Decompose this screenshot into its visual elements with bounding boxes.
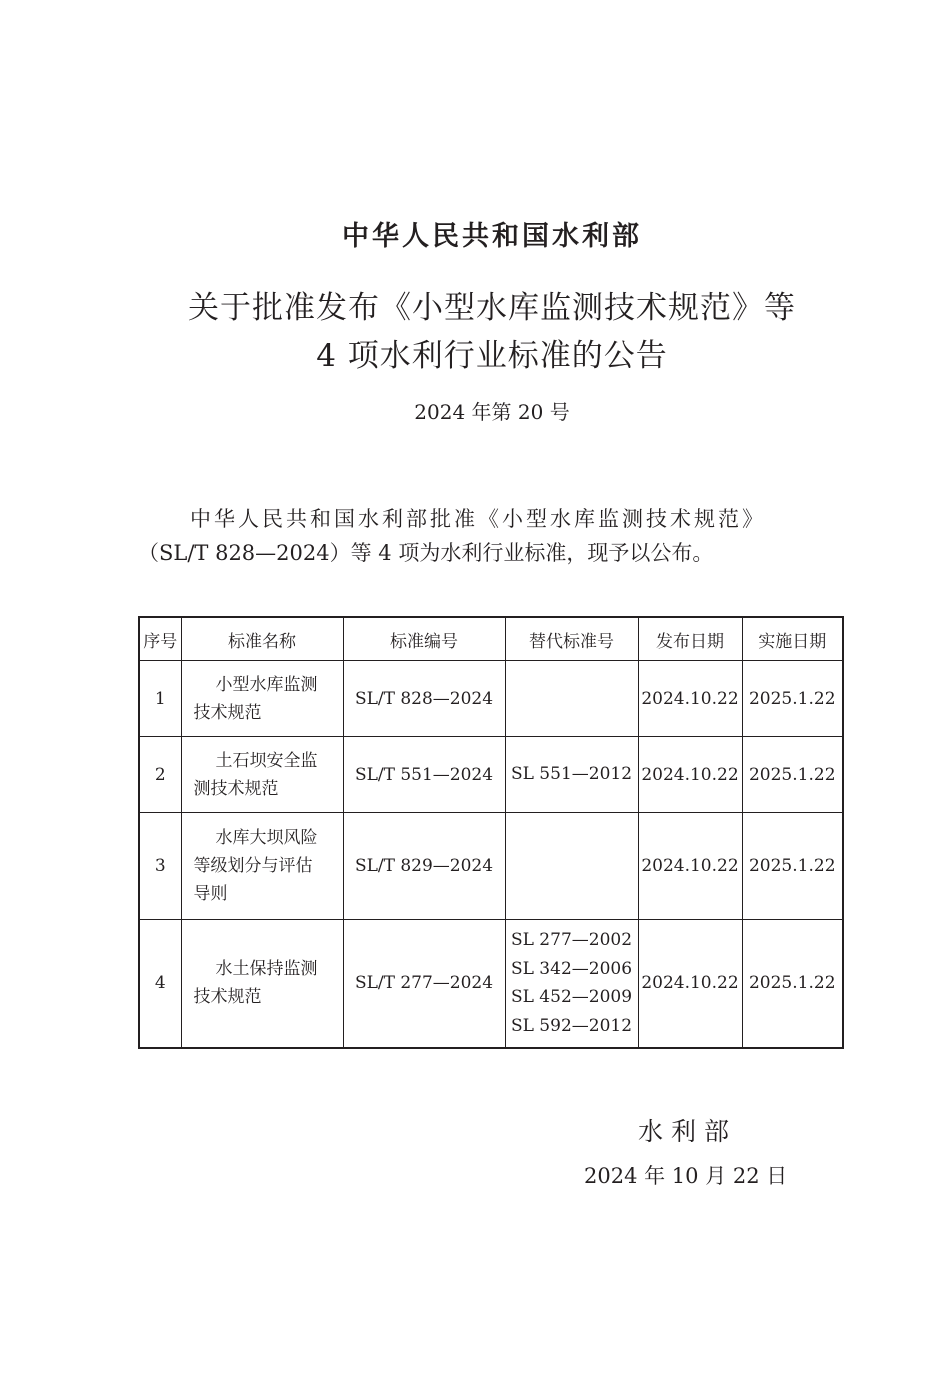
cell-name [181,737,343,813]
cell-publish-date: 2024.10.22 [638,920,742,1048]
col-header-effective-date: 实施日期 [742,617,843,661]
replaced-standard: SL 551—2012 [510,764,633,785]
name-line: 导则 [193,884,228,904]
replaced-standard: SL 452—2009 [510,987,633,1008]
signature-issuer: 水利部 [638,1117,738,1146]
signature-date: 2024 年 10 月 22 日 [584,1164,788,1188]
cell-publish-date: 2024.10.22 [638,737,742,813]
replaced-standard: SL 592—2012 [510,1015,633,1036]
table-row [139,737,843,813]
cell-name [181,813,343,920]
cell-publish-date: 2024.10.22 [638,813,742,920]
replaced-standard: SL 342—2006 [510,958,633,979]
name-line: 测技术规范 [193,778,279,799]
cell-seq: 2 [139,737,181,813]
cell-replaces [505,920,638,1048]
announcement-body [138,502,844,570]
cell-replaces [505,813,638,920]
cell-seq: 4 [139,920,181,1048]
name-line: 小型水库监测 [215,674,318,695]
cell-replaces [505,661,638,737]
table-row [139,920,843,1048]
col-header-name: 标准名称 [181,617,343,661]
body-line-2: （SL/T 828—2024）等 4 项为水利行业标准，现予以公布。 [138,541,714,565]
document-number: 2024 年第 20 号 [414,400,570,424]
table-row [139,813,843,920]
announcement-title-line1: 关于批准发布《小型水库监测技术规范》等 [188,290,796,326]
cell-code: SL/T 829—2024 [343,813,505,920]
cell-effective-date: 2025.1.22 [742,813,843,920]
cell-code: SL/T 277—2024 [343,920,505,1048]
standards-table [138,616,844,1049]
table-header-row [139,617,843,661]
name-line: 技术规范 [193,987,262,1008]
cell-code: SL/T 828—2024 [343,661,505,737]
cell-publish-date: 2024.10.22 [638,661,742,737]
col-header-code: 标准编号 [343,617,505,661]
cell-seq: 3 [139,813,181,920]
cell-name [181,661,343,737]
replaced-standard: SL 277—2002 [510,930,633,951]
name-line: 土石坝安全监 [215,750,318,771]
col-header-replaces: 替代标准号 [505,617,638,661]
cell-effective-date: 2025.1.22 [742,661,843,737]
cell-name [181,920,343,1048]
body-line-1: 中华人民共和国水利部批准《小型水库监测技术规范》 [190,507,766,531]
name-line: 等级划分与评估 [193,856,313,876]
name-line: 技术规范 [193,702,262,723]
cell-replaces [505,737,638,813]
cell-code: SL/T 551—2024 [343,737,505,813]
table-row [139,661,843,737]
cell-seq: 1 [139,661,181,737]
col-header-seq: 序号 [139,617,181,661]
cell-effective-date: 2025.1.22 [742,920,843,1048]
name-line: 水土保持监测 [215,959,318,980]
cell-effective-date: 2025.1.22 [742,737,843,813]
issuer-title: 中华人民共和国水利部 [342,221,642,252]
name-line: 水库大坝风险 [215,828,318,848]
col-header-publish-date: 发布日期 [638,617,742,661]
announcement-title-line2: 4 项水利行业标准的公告 [316,338,668,374]
